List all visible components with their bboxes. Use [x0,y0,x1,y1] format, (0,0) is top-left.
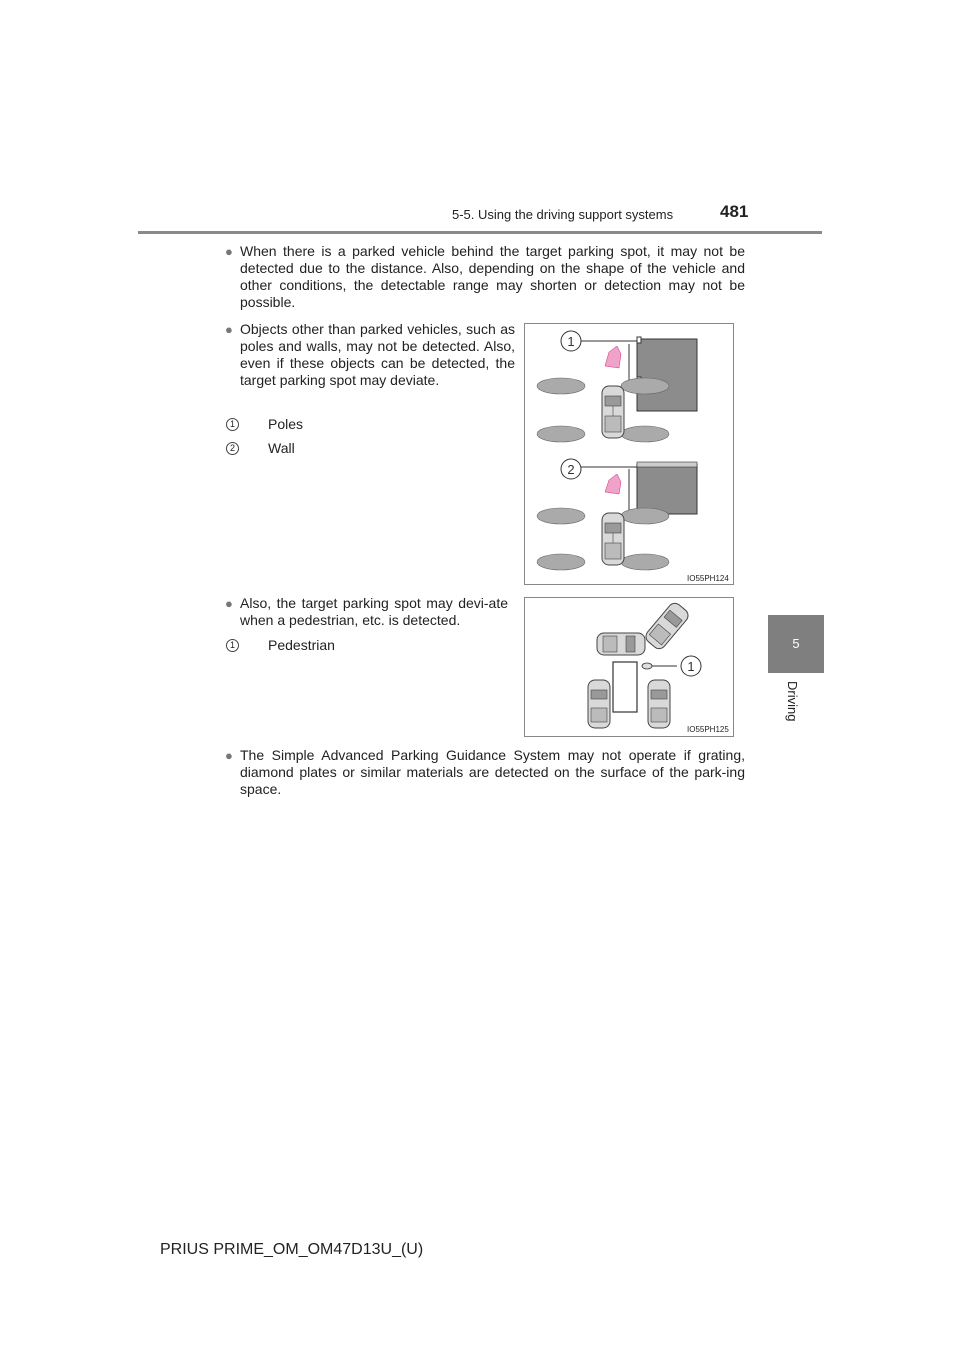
pedestrian-icon [642,663,652,669]
bullet-item [225,747,745,798]
marker-2 [561,459,637,479]
callout-label: Pedestrian [268,637,335,653]
figure-pedestrian [524,597,734,737]
parking-diagram-pedestrian [525,598,733,736]
figure-code: IO55PH124 [687,574,729,583]
callout-label: Poles [268,416,304,432]
bullet-text: Also, the target parking spot may devi-ate when a pedestrian, etc. is detected. [240,595,508,628]
bullet-dot-icon: ● [225,748,233,763]
bullet-dot-icon: ● [225,244,233,259]
section-title: 5-5. Using the driving support systems [452,207,674,222]
bullet-text: When there is a parked vehicle behind the target parking spot, it may not be detected due to the distance. Also, depending on the shape of the vehicle and other conditions, the detectable range may shorten or detection may not be possible. [240,243,745,310]
marker-1 [561,331,637,351]
callout-number: 2 [226,442,239,455]
chapter-tab: 5 [768,615,824,673]
bullet-text: Objects other than parked vehicles, such as poles and walls, may not be detected. Also, even if these objects can be detected, the target parking spot may deviate. [240,321,515,388]
bullet-text: The Simple Advanced Parking Guidance System may not operate if grating, diamond plates or similar materials are detected on the surface of the park-ing space. [240,747,745,797]
figure-poles-wall [524,323,734,585]
footer-document-code: PRIUS PRIME_OM_OM47D13U_(U) [160,1241,424,1258]
callout-number: 1 [226,418,239,431]
marker-1 [681,656,701,676]
bullet-item [225,595,508,629]
svg-text:1: 1 [687,659,695,674]
bullet-item [225,321,515,389]
page-number: 481 [720,202,749,221]
svg-text:1: 1 [567,334,575,349]
chapter-label-box [770,681,822,761]
figure-code: IO55PH125 [687,725,729,734]
svg-text:2: 2 [567,462,575,477]
header-rule [138,231,822,234]
bullet-item [225,243,745,311]
callout-number: 1 [226,639,239,652]
chapter-label: Driving [785,681,800,722]
callout-label: Wall [268,440,295,456]
bullet-dot-icon: ● [225,596,233,611]
bullet-dot-icon: ● [225,322,233,337]
parking-diagram-poles-wall [525,324,733,584]
